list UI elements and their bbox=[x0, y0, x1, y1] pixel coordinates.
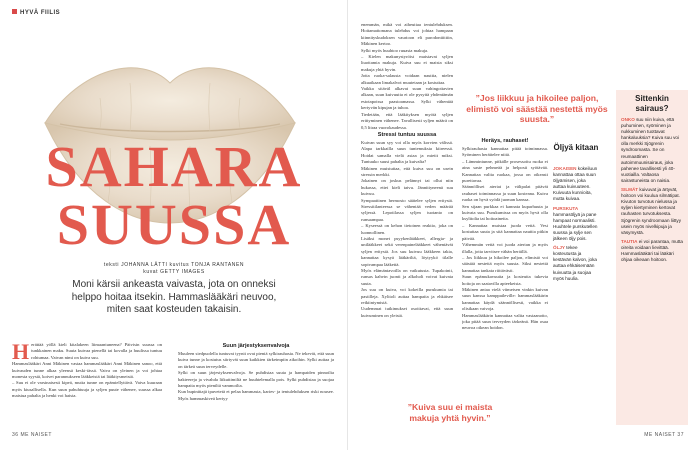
paragraph: enemmän, mikä voi aiheuttaa ientulehduksen. Hoitamattomana tulehdus voi johtaa hampaan kiinnityskudoksen vaurioon eli parodontiittiin, Mäkinen kertoo. bbox=[361, 22, 453, 47]
paragraph: – Kyseessä on kehon tietoinen reaktio, joka on luonnollinen. bbox=[361, 223, 453, 235]
oljy-lead-word: JOKAISEN bbox=[553, 166, 577, 171]
oljy-box bbox=[553, 166, 599, 285]
subheading: Heräys, rauhaset! bbox=[481, 138, 529, 144]
oljy-paragraph bbox=[553, 206, 599, 243]
paragraph: – Kannattaa muistaa juoda vettä. Vesi kostuttaa suuta ja sitä kannattaa nauttia pitkin päivää. bbox=[462, 222, 548, 241]
subheading: Stressi tuntuu suussa bbox=[377, 131, 437, 138]
section-tag-label: HYVÄ FIILIS bbox=[20, 10, 61, 16]
oljy-text: hammasöljyä ja pane hampaat normaalisti. Huuhtele purskutellen suussa ja sylje sen jälkeen öljy pois. bbox=[553, 211, 598, 242]
paragraph: Sylkirauhasia kannattaa pitää toiminnassa. Syöminen herättelee niitä. bbox=[462, 146, 548, 158]
paragraph: Tiedetään, että lääkityksen myötä syljen erittyminen vähenee. Tavallisesti syljen määrä on 0,5 litraa vuorokaudessa. bbox=[361, 111, 453, 130]
paragraph: – Kielen makunystyröist maistavat syljen liuottamia makuja. Kuiva suu ei maista siksi makuja yhtä hyvin. bbox=[361, 54, 453, 72]
sidebar-title: Sittenkin sairaus? bbox=[635, 94, 669, 113]
sidebar-lead-word: TAUTIA bbox=[621, 238, 638, 244]
sidebar-text: kuivuvat ja ärtyvät, hoitoon voi kuulua silmätipat. Kivuton turvotus nielussa ja syljen kiertyminen kertovat rauhasten turvotuksesta. Sjögrenin syndroomaan liittyy usein myös nivelkipuja ja väsymystä. bbox=[621, 187, 682, 235]
credits-line-2: kuvat GETTY IMAGES bbox=[143, 269, 205, 275]
paragraph: Kuivan suun syy voi olla myös korvien välissä. Alapa tarkkailla suun tuntemuksia kiireessä. Hoidat samalla vielä asiaa ja mietit miksi. Tuntuuko suusi pahalta ja kuivalta? bbox=[361, 139, 453, 165]
paragraph: Muuleen siedpuolella tuntuvat tyynit ovat pieniä sylkirauhasia. Ne tekevät, että suun kuiva tunne ja kostutus siirtyvät suun kaikkien tärkeimpiin aikoihin. Sylki auttaa ja on tärkeä suun terveydelle. bbox=[178, 351, 334, 369]
drop-cap: H bbox=[12, 342, 30, 364]
paragraph: Jos suu on kuiva, voi kokeilla purukumia tai pastilleja. Xylitoli auttaa hampaita ja ehkäisee reikiintymistä. bbox=[361, 287, 453, 306]
pull-quote-bottom: ”Kuiva suu ei maista makuja yhtä hyvin.” bbox=[407, 402, 493, 423]
paragraph: – Lämmintunne, pitkälle prosessoitu ruoka ei aina saste pehmeää ja helposti syötävää. Kannattaa valita ruokaa, jossa on oikeasti purettavaa. bbox=[462, 158, 548, 184]
paragraph: – Jos liikkuu ja hikoilee paljon, elimistö voi säästää nestettä myös suusta. Siksi nestettä kannattaa tankata riittävästi. bbox=[462, 254, 548, 273]
oljy-box-title: Öljyä kitaan bbox=[553, 143, 599, 152]
oljy-lead-word: PURSKUTA bbox=[553, 205, 579, 211]
body-column-4 bbox=[462, 137, 548, 395]
oljy-text: tekee kosteutusta ja kestävän kalvon, joka auttaa ehkäisemään kuivuutta ja suojaa myös huulia. bbox=[553, 245, 597, 281]
body-column-3 bbox=[361, 22, 453, 430]
footer-page-number-right: ME NAISET 37 bbox=[644, 432, 684, 438]
paragraph: Vähemmän vettä voi juoda aterian ja myös illalla, jotta tarvitsee vähän heräillä. bbox=[462, 242, 548, 254]
paragraph: Uudemmat tutkimukset osoittavat, että suun kuivuminen on yleistä. bbox=[361, 306, 453, 318]
oljy-lead-word: ÖLJY bbox=[553, 245, 565, 251]
oljy-paragraph bbox=[553, 166, 599, 203]
paragraph: – Suu ei ole varsinaisesti kipeä, mutta tunne on epämiellyttävä. Vaiva kuuraan myös kiusallisella. Kun suun pahuhtuuja ja syljen puute vähenee, suussa alkaa maistua pahalta ja henki voi haista. bbox=[12, 380, 162, 399]
paragraph: Mäkinen muistuttaa, että kuiva suu on usein stressin merkki. bbox=[361, 165, 453, 177]
paragraph: Sympaattinen hermosto säätelee syljen eritystä. Stressitilanteessa se vähentää veden määrää syljessä. Lepotilassa syljen tuotanto on runsaampaa. bbox=[361, 197, 453, 222]
sidebar-text: ei voi parantaa, mutta oireita voidaan lievittää. Hammaslääkäri tai lääkäri ohjaa oikeaan hoitoon. bbox=[621, 238, 683, 263]
paragraph: erättää yöllä kieli kitalakeen liimaantuneena? Päivisin suussa on tunkkainen maku. Suuta kuivaa pienellä tai kovalla ja huulissa tuntuu rohtumaa. Vaivan nimi on kuiva suu. bbox=[31, 342, 162, 360]
paragraph: Jotta ruoka-salausta voidaan nauttia, nielen alkuaikaan limakalvot muutetaan ja kostuttaa. bbox=[361, 73, 453, 85]
paragraph: Sylki myös huuhtoo ruuasta makuja. bbox=[361, 47, 429, 53]
paragraph: Hammaslääkäri Anni Mäkinen vastaa hammaslääkäri Anni Mäkinen sanoo, että kuivauden tunne alkaa yleensä keski-iässä. Vaiva on yleinen ja voi johtaa monesta syystä, koivet parannukseen lääkkeistä tai lääkitysmeistä. bbox=[12, 361, 162, 380]
sidebar-box bbox=[616, 90, 688, 425]
paragraph: Sylki on suun järjestyksenvalvoja. Se puhdistaa suuta ja hampaiden pinnoilta bakteereja ja vivahda liikuttimiltä ne huuhtelemalla pois. Sylki puhdistaa ja suojaa hampaita myös pieniltä vammoilta. bbox=[178, 370, 334, 389]
paragraph: Lisäksi monet psyykenlääkkeet, allergia- ja unilääkkeet sekä verenpainelääkkeet vähentävät syljen eritystä. Jos suu kuivuu lääkkeen takia, kannattaa kysyä lääkäriltä, löytyykö tilalle sopivampaa lääkettä. bbox=[361, 236, 453, 267]
body-column-2 bbox=[178, 342, 334, 428]
paragraph: Suun epämukavuutta ja kosteutta tukevia hoitoja on saatavilla apteekeista. bbox=[462, 274, 548, 286]
paragraph: Vaikka sitäväl alkavat suun vahingottavien alkaan, suun kuivuutta ei ole pysyttä yhdentämän estotapoissa paastoamassa. Sylki vähentää kertyvän kipujan ja tuhoa. bbox=[361, 86, 453, 111]
sidebar-lead-word: ONKO bbox=[621, 117, 635, 122]
body-column-1 bbox=[12, 342, 162, 428]
pull-quote-top: ”Jos liikkuu ja hikoilee paljon, elimistö voi säästää nestettä myös suusta.” bbox=[466, 93, 608, 124]
sidebar-lead-word: SILMÄT bbox=[621, 187, 639, 193]
paragraph: Myös elämäntavoilla on vaikutusta. Tupakointi, runsas kahvin juonti ja alkoholi voivat kuivata suuta. bbox=[361, 268, 453, 286]
credits bbox=[0, 262, 348, 276]
credits-line-1: teksti JOHANNA LÄTTI kuvitus TONJA RANTANEN bbox=[103, 262, 245, 268]
paragraph: Kun bupinittajä ipuvetetä et pelaa hammasta, karies- ja ientulehduksen riski nousee. Myös hammaskiveä kertyy bbox=[178, 389, 334, 401]
paragraph: Hammaslääkärin kannattaa valita vastaanotto, joka pitää suun terveyden tärkeänä. Hän osaa neuvoa oikean hoidon. bbox=[462, 312, 548, 331]
section-tag bbox=[12, 9, 60, 16]
oljy-text: kokeiluun kannattaa ottaa suun öljyämisen, joka auttaa kuivuuteen. Kuivuuta kunnioita, mutta kuivaa. bbox=[553, 166, 598, 202]
sidebar-paragraph bbox=[621, 239, 683, 263]
sidebar-paragraph bbox=[621, 117, 683, 184]
paragraph: Säännölliset ateriat ja välipalat pitävät rauhaset toiminnassa ja suun kosteana. Kuiva ruoka on hyvä syödä juoman kanssa. bbox=[462, 184, 548, 203]
title-line-1: SAHARA bbox=[45, 134, 303, 199]
sidebar-body bbox=[621, 117, 683, 263]
title-line-2: SUUSSA bbox=[56, 192, 292, 257]
footer-page-number-left: 36 ME NAISET bbox=[12, 432, 52, 438]
paragraph: Jokainen on joskus pelännyt tai ollut niin hukassa, ettei kieli taivu. Jännittyneenä suu kuivuu. bbox=[361, 178, 453, 197]
oljy-paragraph bbox=[553, 245, 599, 282]
paragraph: Sen sijaan purkkaa ei kannata kuparhuuta ja kuivata suu. Purukumissa on myös hyvä olla ksylitolia tai hoitoaineita. bbox=[462, 203, 548, 222]
sidebar-paragraph bbox=[621, 187, 683, 236]
lead-paragraph: Moni kärsii ankeasta vaivasta, jota on onneksi helppo hoitaa itsekin. Hammaslääkäri neuvoo, miten saat kosteuden takaisin. bbox=[71, 279, 277, 315]
paragraph: Mäkinen antaa vielä viimeisen vinkin kuivan suun kanssa kamppaileville: hammaslääkärin kannattaa käydä säännöllisesti, vaikka ei olisikaan vaivoja. bbox=[462, 286, 548, 312]
section-tag-marker bbox=[12, 9, 17, 14]
sidebar-text: suu niin kuiva, että puhuminen, syöminen ja nukkuminen tuottavat hankaluuksia? Kuiva suu voi olla merkki Sjögrenin syndroomasta. Se on reumaattinen autoimmuunisairaus, joka pahenee tavallisesti yli 40-vuotiailla. Valtaosa sairastuneista on naisia. bbox=[621, 117, 679, 183]
subheading: Suun järjestyksenvalvoja bbox=[222, 343, 290, 349]
